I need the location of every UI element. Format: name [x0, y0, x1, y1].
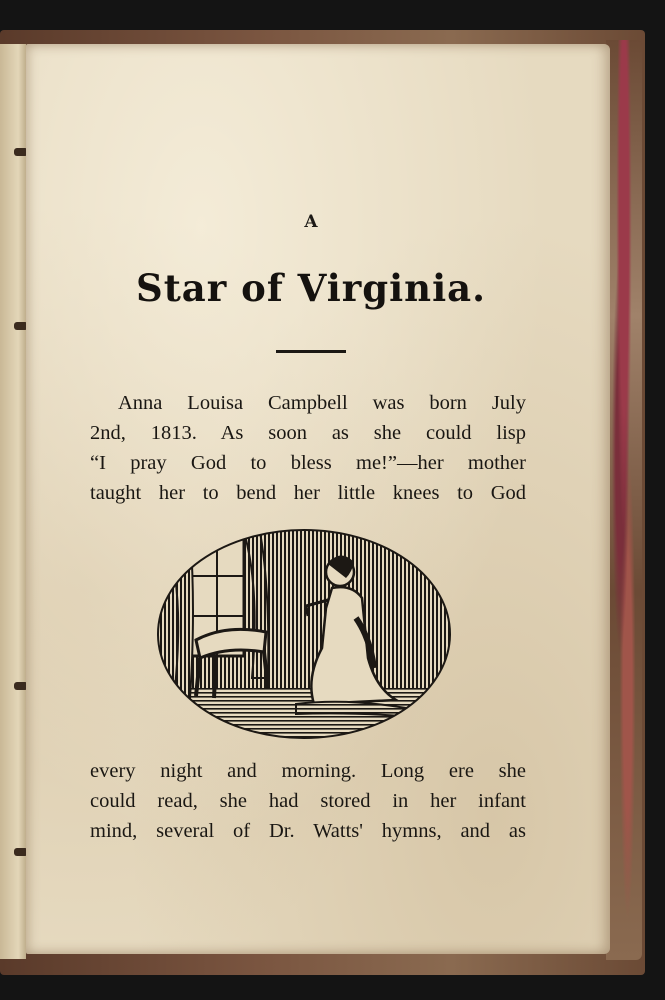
page-title: Star of Virginia. — [136, 266, 486, 310]
left-page-edge — [0, 44, 26, 959]
title-article: A — [304, 212, 318, 232]
text-line: could read, she had stored in her infant — [90, 790, 526, 812]
paragraph-opening — [90, 388, 526, 508]
text-line: “I pray God to bless me!”—her mother — [90, 452, 526, 474]
text-line: mind, several of Dr. Watts' hymns, and as — [90, 820, 526, 842]
text-line: taught her to bend her little knees to God — [90, 482, 526, 504]
book-page — [26, 44, 610, 954]
paragraph-continued — [90, 756, 526, 846]
title-rule — [276, 350, 346, 353]
marbled-edge — [606, 40, 642, 960]
text-line: every night and morning. Long ere she — [90, 760, 526, 782]
woodcut-illustration — [156, 528, 452, 742]
text-line: Anna Louisa Campbell was born July — [118, 392, 526, 414]
text-line: 2nd, 1813. As soon as she could lisp — [90, 422, 526, 444]
